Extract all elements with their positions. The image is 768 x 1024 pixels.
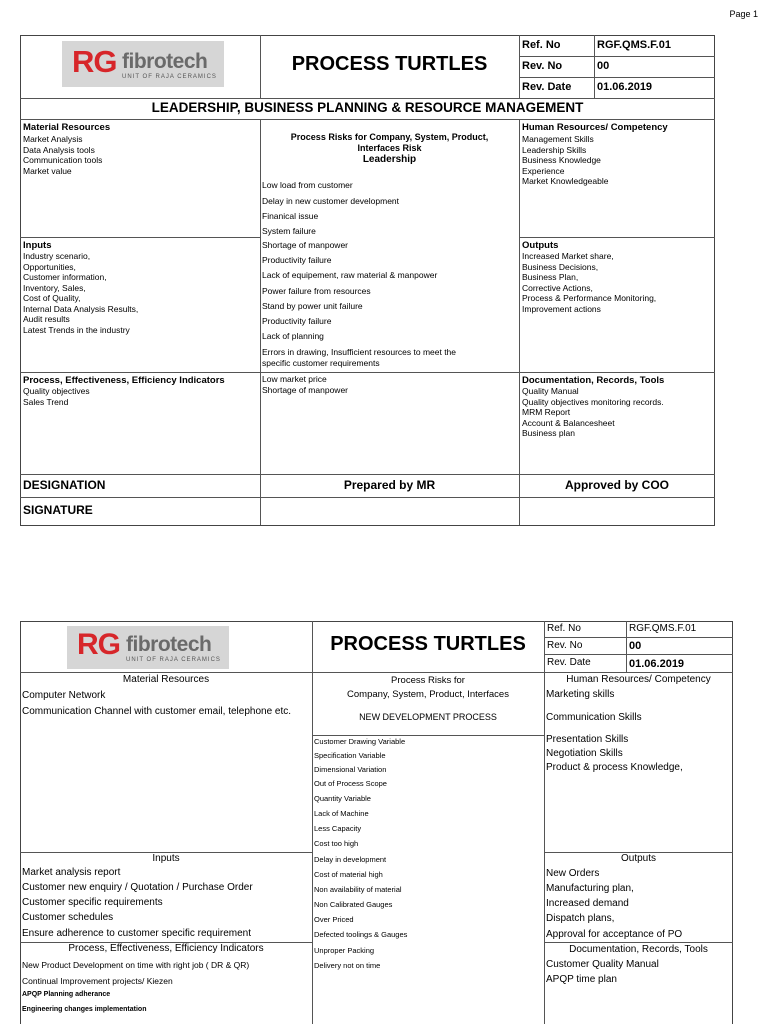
list-item: Market analysis report bbox=[22, 867, 121, 878]
inputs-heading: Inputs bbox=[23, 240, 52, 251]
material-resources-heading: Material Resources bbox=[122, 674, 210, 685]
process-name: NEW DEVELOPMENT PROCESS bbox=[359, 712, 497, 722]
list-item: Productivity failure bbox=[262, 255, 332, 265]
list-item: Shortage of manpower bbox=[262, 240, 348, 250]
human-resources-heading: Human Resources/ Competency bbox=[566, 674, 711, 685]
list-item: Audit results bbox=[23, 314, 70, 324]
list-item: Cost of material high bbox=[314, 870, 383, 879]
list-item: Lack of Machine bbox=[314, 809, 369, 818]
logo-tagline: UNIT OF RAJA CERAMICS bbox=[126, 657, 221, 663]
human-resources-list bbox=[522, 134, 608, 187]
list-item: Specification Variable bbox=[314, 751, 386, 760]
prepared-by-label: Prepared by MR bbox=[343, 478, 436, 492]
list-item: Cost too high bbox=[314, 839, 359, 848]
outputs-list bbox=[522, 251, 656, 314]
list-item: Process & Performance Monitoring, bbox=[522, 293, 657, 303]
rev-no-value: 00 bbox=[597, 60, 610, 72]
rev-date-value: 01.06.2019 bbox=[597, 81, 653, 93]
signature-label: SIGNATURE bbox=[23, 503, 93, 517]
process-name: LEADERSHIP, BUSINESS PLANNING & RESOURCE MANAGEMENT bbox=[151, 100, 584, 115]
list-item: Over Priced bbox=[314, 915, 354, 924]
list-item: Marketing skills bbox=[546, 689, 615, 700]
list-item: Non Calibrated Gauges bbox=[314, 900, 393, 909]
form-title: PROCESS TURTLES bbox=[291, 53, 488, 75]
form-title: PROCESS TURTLES bbox=[330, 633, 526, 655]
list-item: Delivery not on time bbox=[314, 961, 381, 970]
list-item: Unproper Packing bbox=[314, 946, 375, 955]
list-item: Dimensional Variation bbox=[314, 765, 387, 774]
list-item: Improvement actions bbox=[522, 303, 601, 314]
list-item: New Product Development on time with right job ( DR & QR) bbox=[22, 960, 250, 970]
rev-no-label: Rev. No bbox=[522, 60, 563, 72]
list-item: Customer new enquiry / Quotation / Purchase Order bbox=[22, 882, 253, 893]
list-item: Industry scenario, bbox=[23, 251, 91, 261]
risks-heading-line2: Company, System, Product, Interfaces bbox=[347, 689, 509, 700]
list-item: Data Analysis tools bbox=[23, 144, 95, 155]
list-item: Shortage of manpower bbox=[262, 385, 348, 395]
list-item: Internal Data Analysis Results, bbox=[23, 303, 139, 314]
list-item: Dispatch plans, bbox=[546, 913, 615, 924]
list-item: Quality objectives monitoring records. bbox=[522, 396, 664, 407]
list-item: Business Decisions, bbox=[522, 261, 599, 272]
process-risks-heading bbox=[312, 674, 544, 702]
ref-no-label: Ref. No bbox=[522, 39, 561, 51]
list-item: Increased demand bbox=[546, 898, 629, 909]
list-item: Leadership Skills bbox=[522, 144, 587, 155]
list-item: APQP time plan bbox=[546, 974, 617, 985]
material-resources-list bbox=[23, 134, 102, 176]
list-item: Customer specific requirements bbox=[22, 897, 163, 908]
list-item: Errors in drawing, Insufficient resources to meet the bbox=[262, 347, 457, 357]
list-item: Engineering changes implementation bbox=[22, 1006, 147, 1013]
list-item: Ensure adherence to customer specific requirement bbox=[22, 928, 252, 939]
ref-no-value: RGF.QMS.F.01 bbox=[597, 39, 671, 51]
company-logo bbox=[67, 626, 229, 669]
inputs-heading: Inputs bbox=[152, 853, 180, 864]
risks-heading-line1: Process Risks for Company, System, Product, bbox=[290, 132, 489, 142]
list-item: Market Knowledgeable bbox=[522, 176, 609, 186]
list-item: Increased Market share, bbox=[522, 251, 614, 261]
list-item: Customer schedules bbox=[22, 912, 114, 923]
outputs-heading: Outputs bbox=[522, 240, 559, 251]
logo-tagline: UNIT OF RAJA CERAMICS bbox=[122, 74, 217, 80]
list-item: Stand by power unit failure bbox=[262, 301, 363, 311]
outputs-heading: Outputs bbox=[620, 853, 657, 864]
list-item: Power failure from resources bbox=[262, 286, 371, 296]
list-item: Management Skills bbox=[522, 134, 594, 144]
rev-no-value: 00 bbox=[629, 640, 642, 652]
list-item: Customer Quality Manual bbox=[546, 959, 659, 970]
list-item: Sales Trend bbox=[23, 396, 69, 407]
list-item: Quality objectives bbox=[23, 386, 90, 396]
risks-heading-line3: Leadership bbox=[362, 154, 417, 165]
list-item: APQP Planning adherance bbox=[22, 991, 111, 998]
list-item: Low market price bbox=[262, 374, 327, 384]
list-item: Business Knowledge bbox=[522, 155, 601, 165]
list-item: Defected toolings & Gauges bbox=[314, 930, 408, 939]
list-item: Market Analysis bbox=[23, 134, 83, 144]
list-item: Delay in development bbox=[314, 855, 387, 864]
list-item: Non availability of material bbox=[314, 885, 402, 894]
list-item: Business Plan, bbox=[522, 272, 579, 282]
list-item: Computer Network bbox=[22, 690, 106, 701]
list-item: Product & process Knowledge, bbox=[546, 762, 683, 773]
list-item: Customer information, bbox=[23, 272, 107, 282]
logo-rg: RG bbox=[72, 44, 117, 79]
list-item: Negotiation Skills bbox=[546, 748, 623, 759]
list-item: Inventory, Sales, bbox=[23, 282, 86, 293]
list-item: Quality Manual bbox=[522, 386, 579, 396]
list-item: Customer Drawing Variable bbox=[314, 737, 406, 746]
list-item: Finanical issue bbox=[262, 211, 319, 221]
list-item: Productivity failure bbox=[262, 316, 332, 326]
logo-brand: fibrotech bbox=[126, 633, 212, 656]
designation-label: DESIGNATION bbox=[23, 478, 106, 492]
list-item: Experience bbox=[522, 165, 565, 176]
documentation-list bbox=[522, 386, 664, 439]
rev-date-value: 01.06.2019 bbox=[629, 658, 685, 670]
list-item: Latest Trends in the industry bbox=[23, 324, 130, 335]
ref-no-label: Ref. No bbox=[547, 623, 581, 634]
list-item: Approval for acceptance of PO bbox=[546, 929, 683, 940]
inputs-list bbox=[23, 251, 138, 335]
list-item: Less Capacity bbox=[314, 824, 362, 833]
list-item: System failure bbox=[262, 226, 316, 236]
human-resources-heading: Human Resources/ Competency bbox=[522, 122, 668, 133]
company-logo bbox=[62, 41, 224, 87]
indicators-list bbox=[23, 386, 90, 407]
list-item: Presentation Skills bbox=[546, 734, 629, 745]
logo-brand: fibrotech bbox=[122, 50, 208, 73]
list-item: Lack of planning bbox=[262, 331, 324, 341]
material-resources-heading: Material Resources bbox=[23, 122, 111, 133]
logo-rg: RG bbox=[77, 628, 120, 661]
rev-no-label: Rev. No bbox=[547, 640, 583, 651]
list-item: Out of Process Scope bbox=[314, 779, 387, 788]
list-item: MRM Report bbox=[522, 407, 571, 417]
list-item: specific customer requirements bbox=[262, 358, 380, 368]
list-item: Corrective Actions, bbox=[522, 282, 593, 293]
documentation-heading: Documentation, Records, Tools bbox=[569, 944, 708, 955]
rev-date-label: Rev. Date bbox=[522, 81, 572, 93]
list-item: Communication tools bbox=[23, 155, 103, 165]
indicators-heading: Process, Effectiveness, Efficiency Indicators bbox=[23, 375, 225, 386]
list-item: Cost of Quality, bbox=[23, 293, 81, 303]
list-item: Quantity Variable bbox=[314, 794, 371, 803]
list-item: Business plan bbox=[522, 428, 575, 438]
list-item: Continual Improvement projects/ Kiezen bbox=[22, 976, 173, 986]
process-risks-heading bbox=[260, 132, 519, 165]
list-item: Account & Balancesheet bbox=[522, 417, 615, 428]
list-item: New Orders bbox=[546, 868, 600, 879]
list-item: Market value bbox=[23, 165, 72, 176]
list-item: Manufacturing plan, bbox=[546, 883, 634, 894]
ref-no-value: RGF.QMS.F.01 bbox=[629, 623, 697, 634]
list-item: Delay in new customer development bbox=[262, 196, 400, 206]
list-item: Lack of equipement, raw material & manpower bbox=[262, 270, 438, 280]
indicators-heading: Process, Effectiveness, Efficiency Indicators bbox=[68, 943, 264, 954]
risks-heading-line2: Interfaces Risk bbox=[357, 143, 422, 153]
list-item: Communication Skills bbox=[546, 712, 642, 723]
page-number: Page 1 bbox=[729, 9, 758, 19]
list-item: Communication Channel with customer email, telephone etc. bbox=[22, 706, 292, 717]
material-resources-list bbox=[22, 688, 291, 720]
approved-by-label: Approved by COO bbox=[564, 478, 669, 492]
list-item: Opportunities, bbox=[23, 261, 76, 272]
rev-date-label: Rev. Date bbox=[547, 657, 591, 668]
list-item: Low load from customer bbox=[262, 180, 353, 190]
risks-heading-line1: Process Risks for bbox=[391, 675, 465, 686]
documentation-heading: Documentation, Records, Tools bbox=[522, 375, 665, 386]
